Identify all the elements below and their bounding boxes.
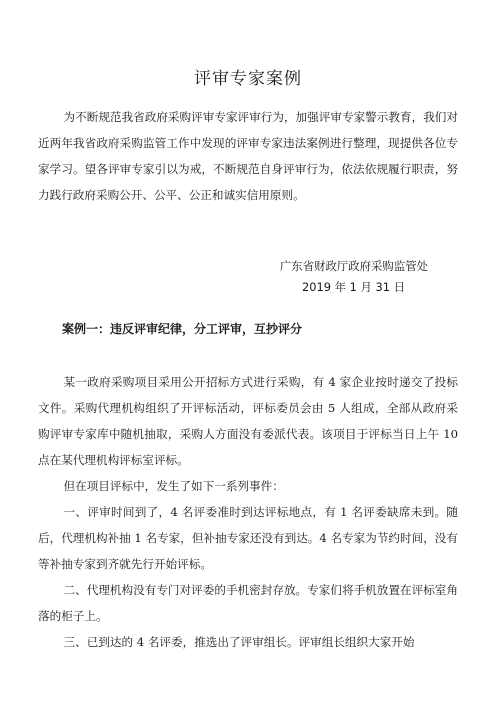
- body-paragraph: 一、评审时间到了，4 名评委准时到达评标地点，有 1 名评委缺席未到。随后，代理机构补抽 1 名专家，但补抽专家还没有到达。4 名专家为节约时间，没有等补抽专家到齐就先行开始评标。: [38, 505, 458, 571]
- body-paragraph: 二、代理机构没有专门对评委的手机密封存放。专家们将手机放置在评标室角落的柜子上。: [38, 583, 458, 623]
- body-paragraph: 但在项目评标中，发生了如下一系列事件：: [63, 479, 284, 493]
- signature-date: 2019 年 1 月 31 日: [302, 280, 406, 294]
- case-body: [38, 369, 458, 655]
- body-paragraph: 三、已到达的 4 名评委，推选出了评审组长。评审组长组织大家开始: [63, 635, 415, 649]
- document-title: 评审专家案例: [194, 69, 302, 89]
- signature-organization: 广东省财政厅政府采购监管处: [279, 259, 428, 273]
- intro-paragraph: [38, 104, 458, 208]
- case-heading: 案例一：违反评审纪律，分工评审，互抄评分: [62, 322, 303, 336]
- body-paragraph: 某一政府采购项目采用公开招标方式进行采购，有 4 家企业按时递交了投标文件。采购代理机构组织了开评标活动，评标委员会由 5 人组成，全部从政府采购评审专家库中随机抽取，采购人方面没有委派代表。该项目于评标当日上午 10 点在某代理机构评标室评标。: [38, 375, 458, 467]
- intro-text: 为不断规范我省政府采购评审专家评审行为，加强评审专家警示教育，我们对近两年我省政府采购监管工作中发现的评审专家违法案例进行整理，现提供各位专家学习。望各评审专家引以为戒，不断规范自身评审行为，依法依规履行职责，努力践行政府采购公开、公平、公正和诚实信用原则。: [38, 110, 458, 202]
